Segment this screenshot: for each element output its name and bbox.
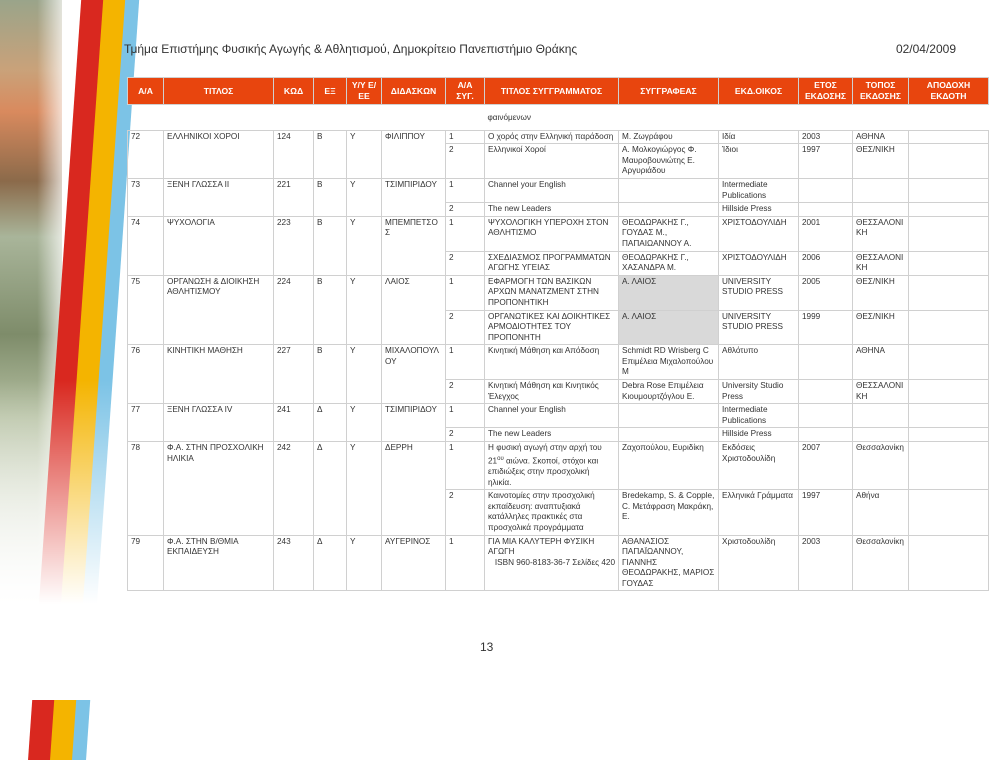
cell-ex: Β bbox=[314, 130, 347, 178]
cell-book: ΓΙΑ ΜΙΑ ΚΑΛΥΤΕΡΗ ΦΥΣΙΚΗ ΑΓΩΓΗ ISBN 960-8183-36-7 Σελίδες 420 bbox=[485, 535, 619, 591]
cell-publisher: Intermediate Publications bbox=[719, 178, 799, 202]
table-row bbox=[128, 404, 989, 428]
cell-kod: 224 bbox=[274, 275, 314, 345]
cell-n: 2 bbox=[446, 310, 485, 345]
cell-n: 2 bbox=[446, 144, 485, 179]
cell-n: 2 bbox=[446, 251, 485, 275]
cell-place: Θεσσαλονίκη bbox=[853, 535, 909, 591]
cell-publisher: Αθλότυπο bbox=[719, 345, 799, 380]
cell-publisher: University Studio Press bbox=[719, 380, 799, 404]
cell-teacher: ΜΠΕΜΠΕΤΣΟΣ bbox=[382, 216, 446, 275]
cell-book: Ο χορός στην Ελληνική παράδοση bbox=[485, 130, 619, 144]
header-date: 02/04/2009 bbox=[895, 42, 956, 56]
col-header: ΕΚΔ.ΟΙΚΟΣ bbox=[719, 78, 799, 105]
cell-teacher: ΔΕΡΡΗ bbox=[382, 442, 446, 535]
cell-title: ΞΕΝΗ ΓΛΩΣΣΑ IV bbox=[164, 404, 274, 442]
cell-ex: Δ bbox=[314, 535, 347, 591]
cell-aa: 77 bbox=[128, 404, 164, 442]
cell-acceptance bbox=[909, 130, 989, 144]
cell-year: 1997 bbox=[799, 144, 853, 179]
page-number: 13 bbox=[480, 640, 494, 654]
cell-publisher: Ελληνικά Γράμματα bbox=[719, 490, 799, 535]
cell-aa: 74 bbox=[128, 216, 164, 275]
cell-year: 2003 bbox=[799, 535, 853, 591]
cell-publisher: Εκδόσεις Χριστοδουλίδη bbox=[719, 442, 799, 490]
cell-teacher: ΑΥΓΕΡΙΝΟΣ bbox=[382, 535, 446, 591]
col-header: Υ/Υ Ε/ΕΕ bbox=[347, 78, 382, 105]
cell-kod: 242 bbox=[274, 442, 314, 535]
col-header: ΤΙΤΛΟΣ ΣΥΓΓΡΑΜΜΑΤΟΣ bbox=[485, 78, 619, 105]
table-row bbox=[128, 535, 989, 591]
cell-book: Channel your English bbox=[485, 178, 619, 202]
cell-yy: Υ bbox=[347, 130, 382, 178]
cell-teacher: ΜΙΧΑΛΟΠΟΥΛΟΥ bbox=[382, 345, 446, 404]
cell-place: ΑΘΗΝΑ bbox=[853, 345, 909, 380]
cell-n: 1 bbox=[446, 275, 485, 310]
cell-publisher: Intermediate Publications bbox=[719, 404, 799, 428]
cell-ex: Β bbox=[314, 178, 347, 216]
cell-kod: 243 bbox=[274, 535, 314, 591]
cell-n: 1 bbox=[446, 345, 485, 380]
cell-author: Bredekamp, S. & Copple, C. Μετάφραση Μακράκη, Ε. bbox=[619, 490, 719, 535]
cell-place: ΑΘΗΝΑ bbox=[853, 130, 909, 144]
cell-aa: 72 bbox=[128, 130, 164, 178]
cell-yy: Υ bbox=[347, 178, 382, 216]
table-row bbox=[128, 345, 989, 380]
cell-title: ΚΙΝΗΤΙΚΗ ΜΑΘΗΣΗ bbox=[164, 345, 274, 404]
cell-yy: Υ bbox=[347, 535, 382, 591]
cell-book: Καινοτομίες στην προσχολική εκπαίδευση: αναπτυξιακά κατάλληλες πρακτικές στα προσχολικά προγράμματα bbox=[485, 490, 619, 535]
cell-n: 1 bbox=[446, 216, 485, 251]
cell-book: ΨΥΧΟΛΟΓΙΚΗ ΥΠΕΡΟΧΗ ΣΤΟΝ ΑΘΛΗΤΙΣΜΟ bbox=[485, 216, 619, 251]
cell-publisher: Ιδία bbox=[719, 130, 799, 144]
cell-publisher: Ίδιοι bbox=[719, 144, 799, 179]
cell-year: 2003 bbox=[799, 130, 853, 144]
cell-aa: 76 bbox=[128, 345, 164, 404]
cell-place: ΘΕΣ/ΝΙΚΗ bbox=[853, 275, 909, 310]
cell-author: Μ. Ζωγράφου bbox=[619, 130, 719, 144]
cell-n: 1 bbox=[446, 442, 485, 490]
table-row bbox=[128, 178, 989, 202]
cell-author: ΑΘΑΝΑΣΙΟΣ ΠΑΠΑΪΩΑΝΝΟΥ, ΓΙΑΝΝΗΣ ΘΕΟΔΩΡΑΚΗΣ, ΜΑΡΙΟΣ ΓΟΥΔΑΣ bbox=[619, 535, 719, 591]
cell-place: Αθήνα bbox=[853, 490, 909, 535]
cell-book: The new Leaders bbox=[485, 428, 619, 442]
cell-kod: 124 bbox=[274, 130, 314, 178]
cell-year: 2006 bbox=[799, 251, 853, 275]
col-header: ΕΤΟΣ ΕΚΔΟΣΗΣ bbox=[799, 78, 853, 105]
cell-title: Φ.Α. ΣΤΗΝ Β/ΘΜΙΑ ΕΚΠΑΙΔΕΥΣΗ bbox=[164, 535, 274, 591]
cell-book: Κινητική Μάθηση και Απόδοση bbox=[485, 345, 619, 380]
cell-book: Ελληνικοί Χοροί bbox=[485, 144, 619, 179]
cell-place: Θεσσαλονίκη bbox=[853, 442, 909, 490]
cell-book: Η φυσική αγωγή στην αρχή του $21^{o\upsilon}$ αιώνα. Σκοποί, στόχοι και επιδιώξεις στην προσχολική ηλικία. bbox=[485, 442, 619, 490]
cell-kod: 241 bbox=[274, 404, 314, 442]
col-header: ΑΠΟΔΟΧΗ ΕΚΔΟΤΗ bbox=[909, 78, 989, 105]
cell-n: 1 bbox=[446, 404, 485, 428]
table-header-row bbox=[128, 78, 989, 105]
col-header: ΕΞ bbox=[314, 78, 347, 105]
cell-n: 2 bbox=[446, 490, 485, 535]
cell-aa: 75 bbox=[128, 275, 164, 345]
cell-author: Schmidt RD Wrisberg C Επιμέλεια Μιχαλοπούλου Μ bbox=[619, 345, 719, 380]
cell-book: ΕΦΑΡΜΟΓΗ ΤΩΝ ΒΑΣΙΚΩΝ ΑΡΧΩΝ ΜΑΝΑΤΖΜΕΝΤ ΣΤΗΝ ΠΡΟΠΟΝΗΤΙΚΗ bbox=[485, 275, 619, 310]
cell-author: Α. ΛΑΙΟΣ bbox=[619, 310, 719, 345]
table-row bbox=[128, 216, 989, 251]
col-header: ΔΙΔΑΣΚΩΝ bbox=[382, 78, 446, 105]
cell-publisher: ΧΡΙΣΤΟΔΟΥΛΙΔΗ bbox=[719, 251, 799, 275]
cell-ex: Β bbox=[314, 275, 347, 345]
cell-publisher: ΧΡΙΣΤΟΔΟΥΛΙΔΗ bbox=[719, 216, 799, 251]
col-header: Α/Α bbox=[128, 78, 164, 105]
cell-ex: Β bbox=[314, 345, 347, 404]
cell-publisher: Χριστοδουλίδη bbox=[719, 535, 799, 591]
col-header: ΣΥΓΓΡΑΦΕΑΣ bbox=[619, 78, 719, 105]
cell-yy: Υ bbox=[347, 345, 382, 404]
cell-year: 1999 bbox=[799, 310, 853, 345]
cell-n: 2 bbox=[446, 428, 485, 442]
col-header: Α/Α ΣΥΓ. bbox=[446, 78, 485, 105]
cell-title: ΨΥΧΟΛΟΓΙΑ bbox=[164, 216, 274, 275]
cell-year: 2001 bbox=[799, 216, 853, 251]
cell-n: 2 bbox=[446, 203, 485, 217]
cell-ex: Δ bbox=[314, 442, 347, 535]
cell-title: ΕΛΛΗΝΙΚΟΙ ΧΟΡΟΙ bbox=[164, 130, 274, 178]
cell-book: Channel your English bbox=[485, 404, 619, 428]
cell-place: ΘΕΣ/ΝΙΚΗ bbox=[853, 144, 909, 179]
cell-kod: 223 bbox=[274, 216, 314, 275]
cell-author: ΘΕΟΔΩΡΑΚΗΣ Γ., ΧΑΣΑΝΔΡΑ Μ. bbox=[619, 251, 719, 275]
cell-title: Φ.Α. ΣΤΗΝ ΠΡΟΣΧΟΛΙΚΗ ΗΛΙΚΙΑ bbox=[164, 442, 274, 535]
courses-table bbox=[127, 77, 989, 591]
col-header: ΤΙΤΛΟΣ bbox=[164, 78, 274, 105]
table-row bbox=[128, 275, 989, 310]
cell-book: ΟΡΓΑΝΩΤΙΚΕΣ ΚΑΙ ΔΟΙΚΗΤΙΚΕΣ ΑΡΜΟΔΙΟΤΗΤΕΣ ΤΟΥ ΠΡΟΠΟΝΗΤΗ bbox=[485, 310, 619, 345]
cell-ex: Β bbox=[314, 216, 347, 275]
cell-yy: Υ bbox=[347, 404, 382, 442]
cell-n: 2 bbox=[446, 380, 485, 404]
cell-yy: Υ bbox=[347, 275, 382, 345]
cell-author: Debra Rose Επιμέλεια Κιουμουρτζόγλου Ε. bbox=[619, 380, 719, 404]
table-row bbox=[128, 442, 989, 490]
cell-publisher: Hillside Press bbox=[719, 428, 799, 442]
col-header: ΤΟΠΟΣ ΕΚΔΟΣΗΣ bbox=[853, 78, 909, 105]
cell-year: 2007 bbox=[799, 442, 853, 490]
cell-n: 1 bbox=[446, 178, 485, 202]
cell-book: The new Leaders bbox=[485, 203, 619, 217]
cell-kod: 227 bbox=[274, 345, 314, 404]
cell-year: 1997 bbox=[799, 490, 853, 535]
cell-book: ΣΧΕΔΙΑΣΜΟΣ ΠΡΟΓΡΑΜΜΑΤΩΝ ΑΓΩΓΗΣ ΥΓΕΙΑΣ bbox=[485, 251, 619, 275]
cell-author: Α. ΛΑΙΟΣ bbox=[619, 275, 719, 310]
cell-n: 1 bbox=[446, 130, 485, 144]
cell-teacher: ΛΑΙΟΣ bbox=[382, 275, 446, 345]
cell-teacher: ΤΣΙΜΠΙΡΙΔΟΥ bbox=[382, 404, 446, 442]
continuation-text: φαινόμενων bbox=[487, 113, 531, 122]
cell-place: ΘΕΣΣΑΛΟΝΙΚΗ bbox=[853, 251, 909, 275]
page-header bbox=[124, 42, 960, 56]
cell-year: 2005 bbox=[799, 275, 853, 310]
cell-yy: Υ bbox=[347, 442, 382, 535]
cell-yy: Υ bbox=[347, 216, 382, 275]
cell-place: ΘΕΣ/ΝΙΚΗ bbox=[853, 310, 909, 345]
decorative-side-banner bbox=[0, 0, 110, 697]
cell-title: ΞΕΝΗ ΓΛΩΣΣΑ ΙΙ bbox=[164, 178, 274, 216]
continuation-row bbox=[128, 105, 989, 131]
cell-title: ΟΡΓΑΝΩΣΗ & ΔΙΟΙΚΗΣΗ ΑΘΛΗΤΙΣΜΟΥ bbox=[164, 275, 274, 345]
cell-author: Α. Μολκογιώργος Φ. Μαυροβουνιώτης Ε. Αργυριάδου bbox=[619, 144, 719, 179]
cell-aa: 73 bbox=[128, 178, 164, 216]
cell-publisher: Hillside Press bbox=[719, 203, 799, 217]
cell-place: ΘΕΣΣΑΛΟΝΙΚΗ bbox=[853, 216, 909, 251]
cell-aa: 78 bbox=[128, 442, 164, 535]
cell-aa: 79 bbox=[128, 535, 164, 591]
cell-teacher: ΦΙΛΙΠΠΟΥ bbox=[382, 130, 446, 178]
cell-author: ΘΕΟΔΩΡΑΚΗΣ Γ., ΓΟΥΔΑΣ Μ., ΠΑΠΑΙΩΑΝΝΟΥ Α. bbox=[619, 216, 719, 251]
col-header: ΚΩΔ bbox=[274, 78, 314, 105]
cell-author: Ζαχοπούλου, Ευριδίκη bbox=[619, 442, 719, 490]
cell-ex: Δ bbox=[314, 404, 347, 442]
cell-n: 1 bbox=[446, 535, 485, 591]
department-title: Τμήμα Επιστήμης Φυσικής Αγωγής & Αθλητισμού, Δημοκρίτειο Πανεπιστήμιο Θράκης bbox=[124, 42, 578, 56]
cell-teacher: ΤΣΙΜΠΙΡΙΔΟΥ bbox=[382, 178, 446, 216]
cell-place: ΘΕΣΣΑΛΟΝΙΚΗ bbox=[853, 380, 909, 404]
cell-book: Κινητική Μάθηση και Κινητικός Έλεγχος bbox=[485, 380, 619, 404]
cell-kod: 221 bbox=[274, 178, 314, 216]
cell-publisher: UNIVERSITY STUDIO PRESS bbox=[719, 275, 799, 310]
cell-publisher: UNIVERSITY STUDIO PRESS bbox=[719, 310, 799, 345]
table-row bbox=[128, 130, 989, 144]
